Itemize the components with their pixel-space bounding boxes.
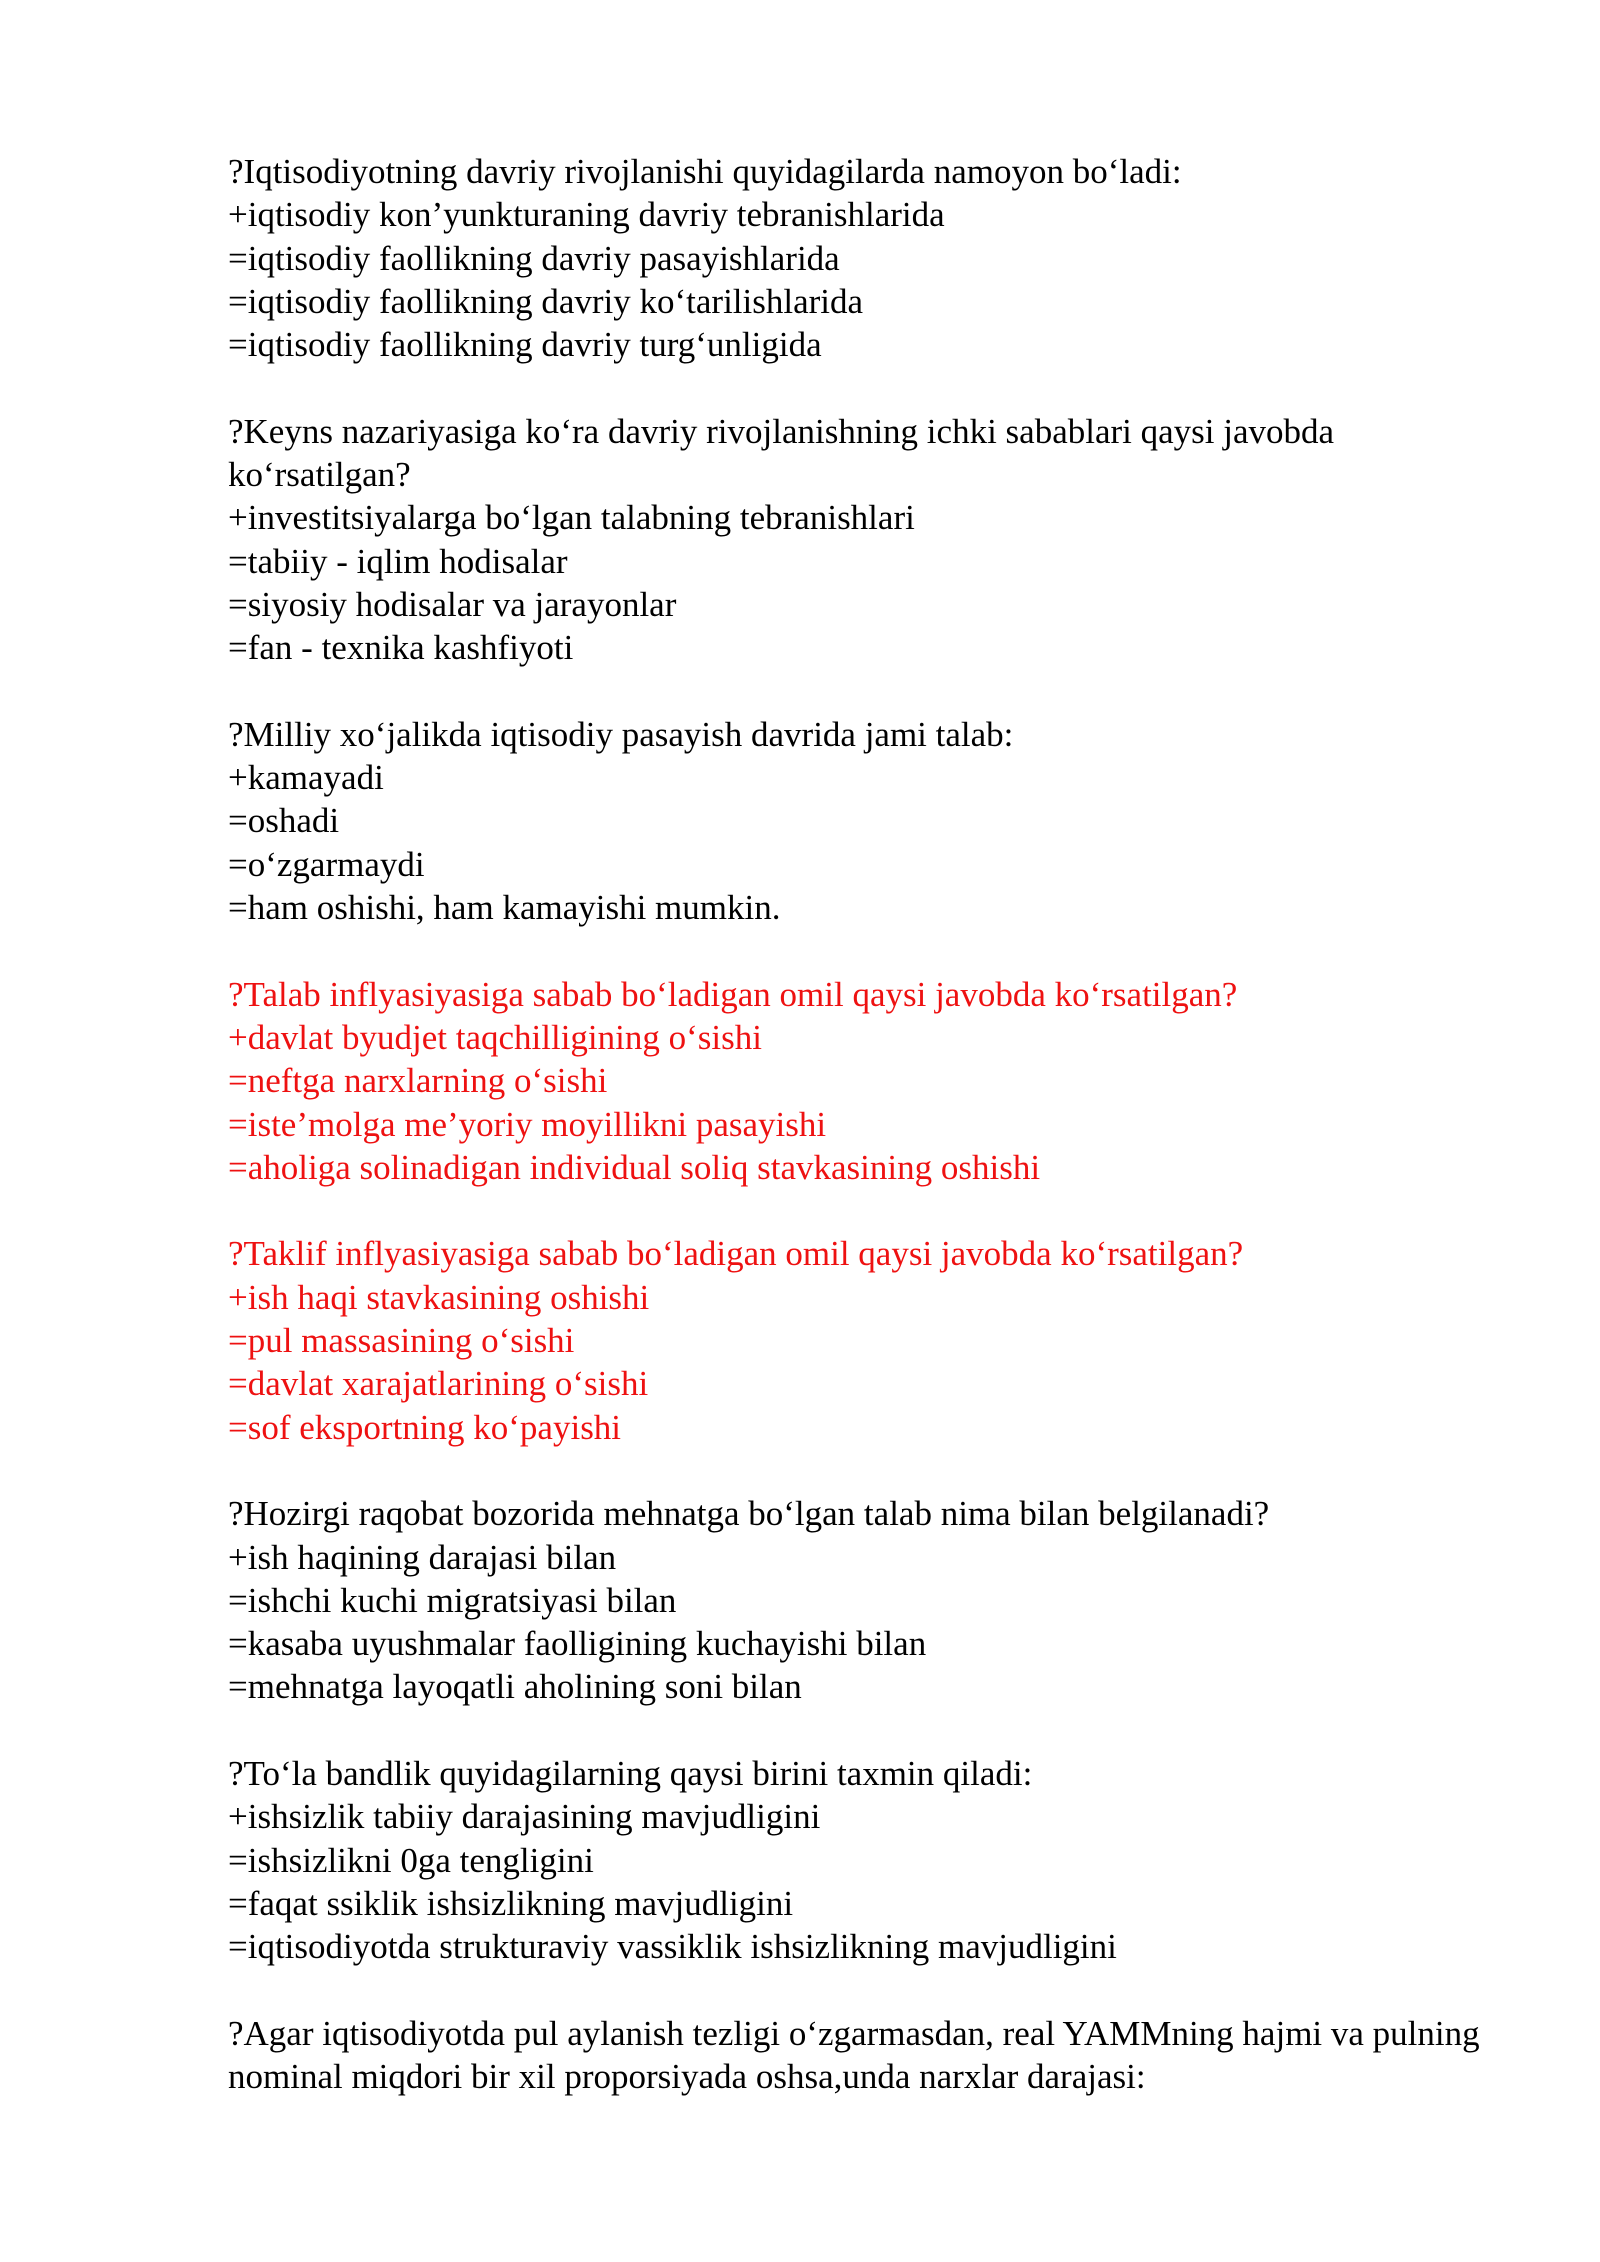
question-text: ?To‘la bandlik quyidagilarning qaysi birini taxmin qiladi: xyxy=(228,1753,1033,1793)
answer-option: =aholiga solinadigan individual soliq stavkasining oshishi xyxy=(228,1147,1041,1187)
answer-option: =tabiiy - iqlim hodisalar xyxy=(228,541,568,581)
answer-correct: +iqtisodiy kon’yunkturaning davriy tebranishlarida xyxy=(228,195,945,235)
answer-correct: +ish haqi stavkasining oshishi xyxy=(228,1277,650,1317)
answer-option: =neftga narxlarning o‘sishi xyxy=(228,1061,608,1101)
answer-option: =ham oshishi, ham kamayishi mumkin. xyxy=(228,888,781,928)
answer-option: =kasaba uyushmalar faolligining kuchayishi bilan xyxy=(228,1624,927,1664)
answer-option: =faqat ssiklik ishsizlikning mavjudligini xyxy=(228,1883,794,1923)
question-block-6 xyxy=(228,1492,1480,1708)
question-text: ?Hozirgi raqobat bozorida mehnatga bo‘lgan talab nima bilan belgilanadi? xyxy=(228,1494,1270,1534)
answer-option: =iqtisodiy faollikning davriy ko‘tarilishlarida xyxy=(228,281,864,321)
answer-correct: +kamayadi xyxy=(228,758,384,798)
answer-option: =fan - texnika kashfiyoti xyxy=(228,628,574,668)
question-text: ?Milliy xo‘jalikda iqtisodiy pasayish davrida jami talab: xyxy=(228,714,1014,754)
question-text: ?Talab inflyasiyasiga sabab bo‘ladigan omil qaysi javobda ko‘rsatilgan? xyxy=(228,974,1238,1014)
answer-option: =ishsizlikni 0ga tengligini xyxy=(228,1840,594,1880)
answer-option: =mehnatga layoqatli aholining soni bilan xyxy=(228,1667,802,1707)
answer-correct: +ish haqining darajasi bilan xyxy=(228,1537,617,1577)
answer-option: =pul massasining o‘sishi xyxy=(228,1321,575,1361)
question-text: ?Taklif inflyasiyasiga sabab bo‘ladigan omil qaysi javobda ko‘rsatilgan? xyxy=(228,1234,1244,1274)
question-text: ?Agar iqtisodiyotda pul aylanish tezligi o‘zgarmasdan, real YAMMning hajmi va pulning nominal miqdori bir xil proporsiyada oshsa,unda narxlar darajasi: xyxy=(228,2013,1489,2097)
document-page xyxy=(228,150,1489,2142)
question-block-4 xyxy=(228,973,1480,1189)
answer-option: =ishchi kuchi migratsiyasi bilan xyxy=(228,1580,677,1620)
answer-option: =sof eksportning ko‘payishi xyxy=(228,1407,622,1447)
answer-option: =iqtisodiy faollikning davriy turg‘unligida xyxy=(228,325,822,365)
answer-option: =iste’molga me’yoriy moyillikni pasayishi xyxy=(228,1104,827,1144)
answer-option: =iqtisodiyotda strukturaviy vassiklik ishsizlikning mavjudligini xyxy=(228,1927,1117,1967)
question-block-2 xyxy=(228,410,1480,670)
question-text: ?Iqtisodiyotning davriy rivojlanishi quyidagilarda namoyon bo‘ladi: xyxy=(228,152,1182,191)
question-block-5 xyxy=(228,1232,1480,1448)
answer-option: =iqtisodiy faollikning davriy pasayishlarida xyxy=(228,238,840,278)
answer-option: =davlat xarajatlarining o‘sishi xyxy=(228,1364,649,1404)
answer-correct: +investitsiyalarga bo‘lgan talabning tebranishlari xyxy=(228,498,915,538)
question-block-7 xyxy=(228,1752,1480,1968)
question-block-3 xyxy=(228,713,1480,929)
question-block-1 xyxy=(228,150,1480,366)
answer-option: =oshadi xyxy=(228,801,340,841)
answer-correct: +ishsizlik tabiiy darajasining mavjudligini xyxy=(228,1797,821,1837)
answer-correct: +davlat byudjet taqchilligining o‘sishi xyxy=(228,1017,762,1057)
answer-option: =o‘zgarmaydi xyxy=(228,844,425,884)
question-block-8 xyxy=(228,2012,1489,2099)
answer-option: =siyosiy hodisalar va jarayonlar xyxy=(228,584,677,624)
question-text: ?Keyns nazariyasiga ko‘ra davriy rivojlanishning ichki sabablari qaysi javobda ko‘rsatilgan? xyxy=(228,411,1343,495)
